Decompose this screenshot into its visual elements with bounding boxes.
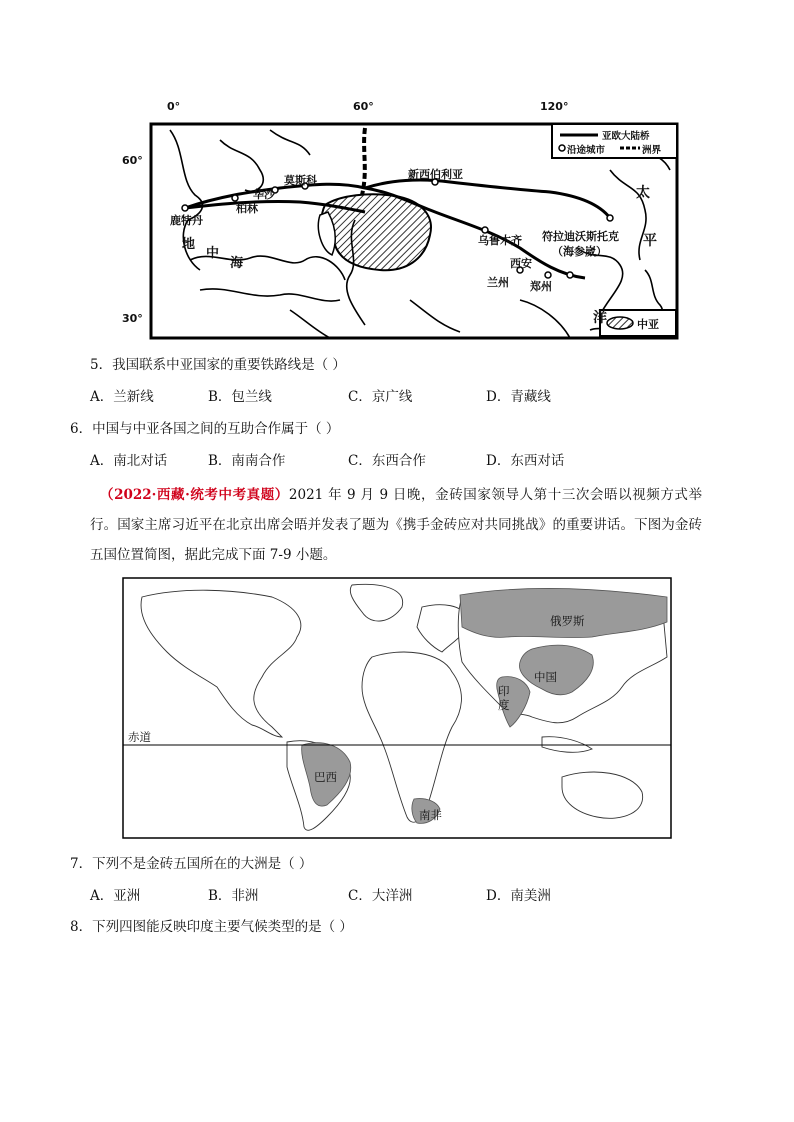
city-vladivostok: 符拉迪沃斯托克 bbox=[542, 230, 619, 243]
brics-world-map bbox=[122, 577, 672, 839]
q5-option-a[interactable]: A．兰新线 bbox=[90, 389, 154, 405]
brics-intro-paragraph bbox=[90, 480, 702, 570]
country-label-india-2: 度 bbox=[498, 698, 510, 712]
central-asia-legend-label: 中亚 bbox=[637, 318, 659, 331]
q7-option-a[interactable]: A．亚洲 bbox=[90, 888, 141, 904]
question-source: （2022·西藏·统考中考真题） bbox=[100, 487, 289, 503]
intro-text: 2021 年 9 月 9 日晚，金砖国家领导人第十三次会晤以视频方式举行。国家主席习近平在北京出席会晤并发表了题为《携手金砖应对共同挑战》的重要讲话。下图为金砖五国位置简图，据此完成下面 7-9 小题。 bbox=[90, 487, 702, 563]
city-rotterdam: 鹿特丹 bbox=[170, 214, 203, 227]
ocean-label-pacific-1: 太 bbox=[636, 185, 650, 201]
ocean-label-pacific-3: 洋 bbox=[593, 310, 607, 326]
legend-city-symbol bbox=[559, 145, 565, 151]
country-label-south-africa: 南非 bbox=[419, 808, 442, 822]
legend-city-label: 沿途城市 bbox=[567, 145, 606, 156]
sea-label-med-2: 中 bbox=[206, 246, 220, 261]
q5-option-d[interactable]: D．青藏线 bbox=[486, 389, 551, 405]
country-label-russia: 俄罗斯 bbox=[550, 614, 585, 628]
lon-label-120: 120° bbox=[540, 100, 569, 113]
q7-option-b[interactable]: B．非洲 bbox=[208, 888, 259, 904]
q7-option-c[interactable]: C．大洋洲 bbox=[348, 888, 413, 904]
q6-option-c[interactable]: C．东西合作 bbox=[348, 453, 426, 469]
q5-option-b[interactable]: B．包兰线 bbox=[208, 389, 272, 405]
legend-rail-label: 亚欧大陆桥 bbox=[602, 131, 650, 142]
lat-label-30: 30° bbox=[122, 312, 143, 325]
map2-svg bbox=[122, 577, 672, 839]
city-lanzhou: 兰州 bbox=[487, 276, 509, 289]
equator-label: 赤道 bbox=[128, 730, 151, 744]
ocean-label-pacific-2: 平 bbox=[643, 233, 657, 249]
lon-label-0: 0° bbox=[167, 100, 181, 113]
city-berlin: 柏林 bbox=[236, 202, 258, 215]
question-6-stem: 6．中国与中亚各国之间的互助合作属于（ ） bbox=[70, 421, 340, 437]
q7-option-d[interactable]: D．南美洲 bbox=[486, 888, 551, 904]
central-asia-legend-symbol bbox=[607, 317, 633, 329]
sea-label-med-3: 海 bbox=[230, 256, 244, 271]
city-warsaw: 华沙 bbox=[253, 188, 275, 201]
q6-option-a[interactable]: A．南北对话 bbox=[90, 453, 168, 469]
eurasian-land-bridge-map bbox=[122, 100, 682, 350]
lon-label-60: 60° bbox=[353, 100, 374, 113]
question-5-stem: 5．我国联系中亚国家的重要铁路线是（ ） bbox=[90, 357, 346, 373]
city-moscow: 莫斯科 bbox=[284, 174, 317, 187]
q6-option-d[interactable]: D．东西对话 bbox=[486, 453, 565, 469]
sea-label-med-1: 地 bbox=[182, 237, 196, 252]
lat-label-60: 60° bbox=[122, 154, 143, 167]
city-novosibirsk: 新西伯利亚 bbox=[408, 168, 463, 181]
city-urumqi: 乌鲁木齐 bbox=[478, 234, 522, 247]
question-8-stem: 8．下列四图能反映印度主要气候类型的是（ ） bbox=[70, 919, 353, 935]
q5-option-c[interactable]: C．京广线 bbox=[348, 389, 413, 405]
country-label-brazil: 巴西 bbox=[314, 770, 337, 784]
legend-boundary-label: 洲界 bbox=[642, 145, 662, 156]
question-7-stem: 7．下列不是金砖五国所在的大洲是（ ） bbox=[70, 856, 313, 872]
q6-option-b[interactable]: B．南南合作 bbox=[208, 453, 286, 469]
country-label-india-1: 印 bbox=[498, 684, 510, 698]
city-zhengzhou: 郑州 bbox=[530, 280, 552, 293]
country-label-china: 中国 bbox=[534, 670, 557, 684]
city-xian: 西安 bbox=[510, 257, 532, 270]
city-vladivostok-alt: （海参崴） bbox=[552, 245, 607, 258]
